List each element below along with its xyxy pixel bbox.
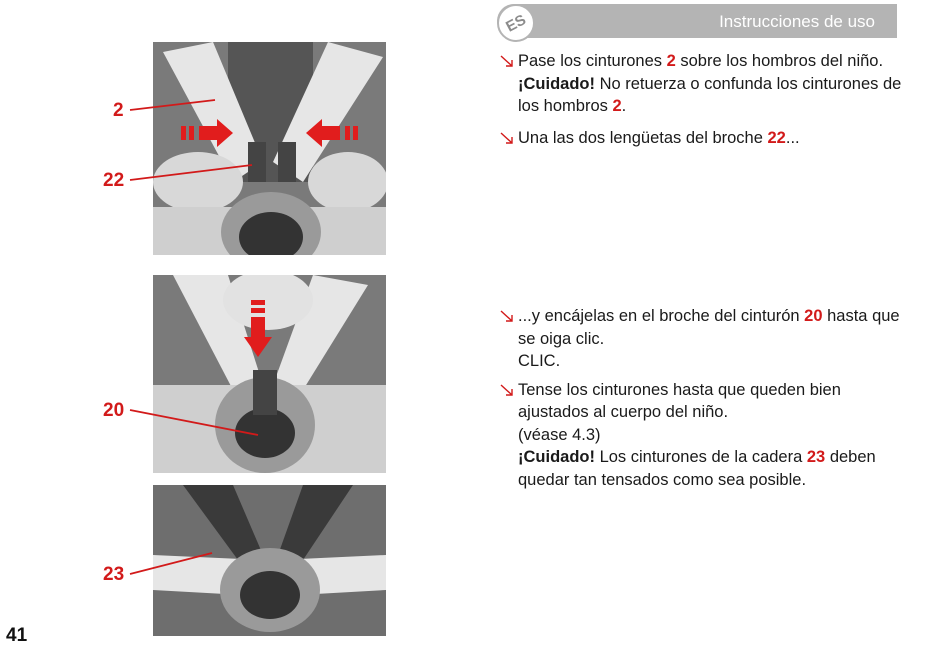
step-1 <box>500 50 910 118</box>
arrow-bullet-icon <box>500 131 514 145</box>
callout-20: 20 <box>103 400 125 421</box>
step-3-num: 20 <box>804 307 823 325</box>
step-3-line2: CLIC. <box>518 352 561 370</box>
instructions-block-1 <box>500 50 910 149</box>
step-1-text-after: sobre los hombros del niño. <box>675 52 884 70</box>
step-2-text-after: ... <box>785 128 800 147</box>
step-3-text-after: hasta que se oiga clic. <box>518 307 900 348</box>
header-title: Instrucciones de uso <box>719 12 875 31</box>
step-4-warning-num: 23 <box>806 448 826 466</box>
callout-23: 23 <box>103 564 125 585</box>
callout-2: 2 <box>113 100 124 121</box>
step-1-warning-text: No retuerza o confunda los cinturones de los hombros <box>518 74 902 115</box>
callout-22: 22 <box>103 170 125 191</box>
step-2-text: Una las dos lengüetas del broche <box>518 128 768 147</box>
arrow-bullet-icon <box>500 309 514 323</box>
instructions-block-2 <box>500 305 910 491</box>
step-2 <box>500 127 910 150</box>
step-4 <box>500 379 910 492</box>
step-4-warning-text: Los cinturones de la cadera <box>594 448 807 466</box>
step-4-text: Tense los cinturones hasta que queden bien ajustados al cuerpo del niño. <box>518 380 841 421</box>
step-4-warning-after: deben quedar tan tensados como sea posible. <box>518 448 876 489</box>
step-1-warning-label: ¡Cuidado! <box>518 74 595 93</box>
step-4-warning-label: ¡Cuidado! <box>518 448 595 466</box>
step-1-warning-num: 2 <box>612 97 622 115</box>
step-1-num: 2 <box>666 52 676 70</box>
arrow-bullet-icon <box>500 54 514 68</box>
step-1-text: Pase los cinturones <box>518 52 667 70</box>
arrow-bullet-icon <box>500 383 514 397</box>
step-2-num: 22 <box>767 128 786 147</box>
page-number: 41 <box>6 625 28 646</box>
step-1-warning-after: . <box>621 97 627 115</box>
language-badge-label: ES <box>503 11 529 36</box>
step-3 <box>500 305 910 373</box>
step-3-text: ...y encájelas en el broche del cinturón <box>518 307 805 325</box>
step-4-line2: (véase 4.3) <box>518 425 601 444</box>
